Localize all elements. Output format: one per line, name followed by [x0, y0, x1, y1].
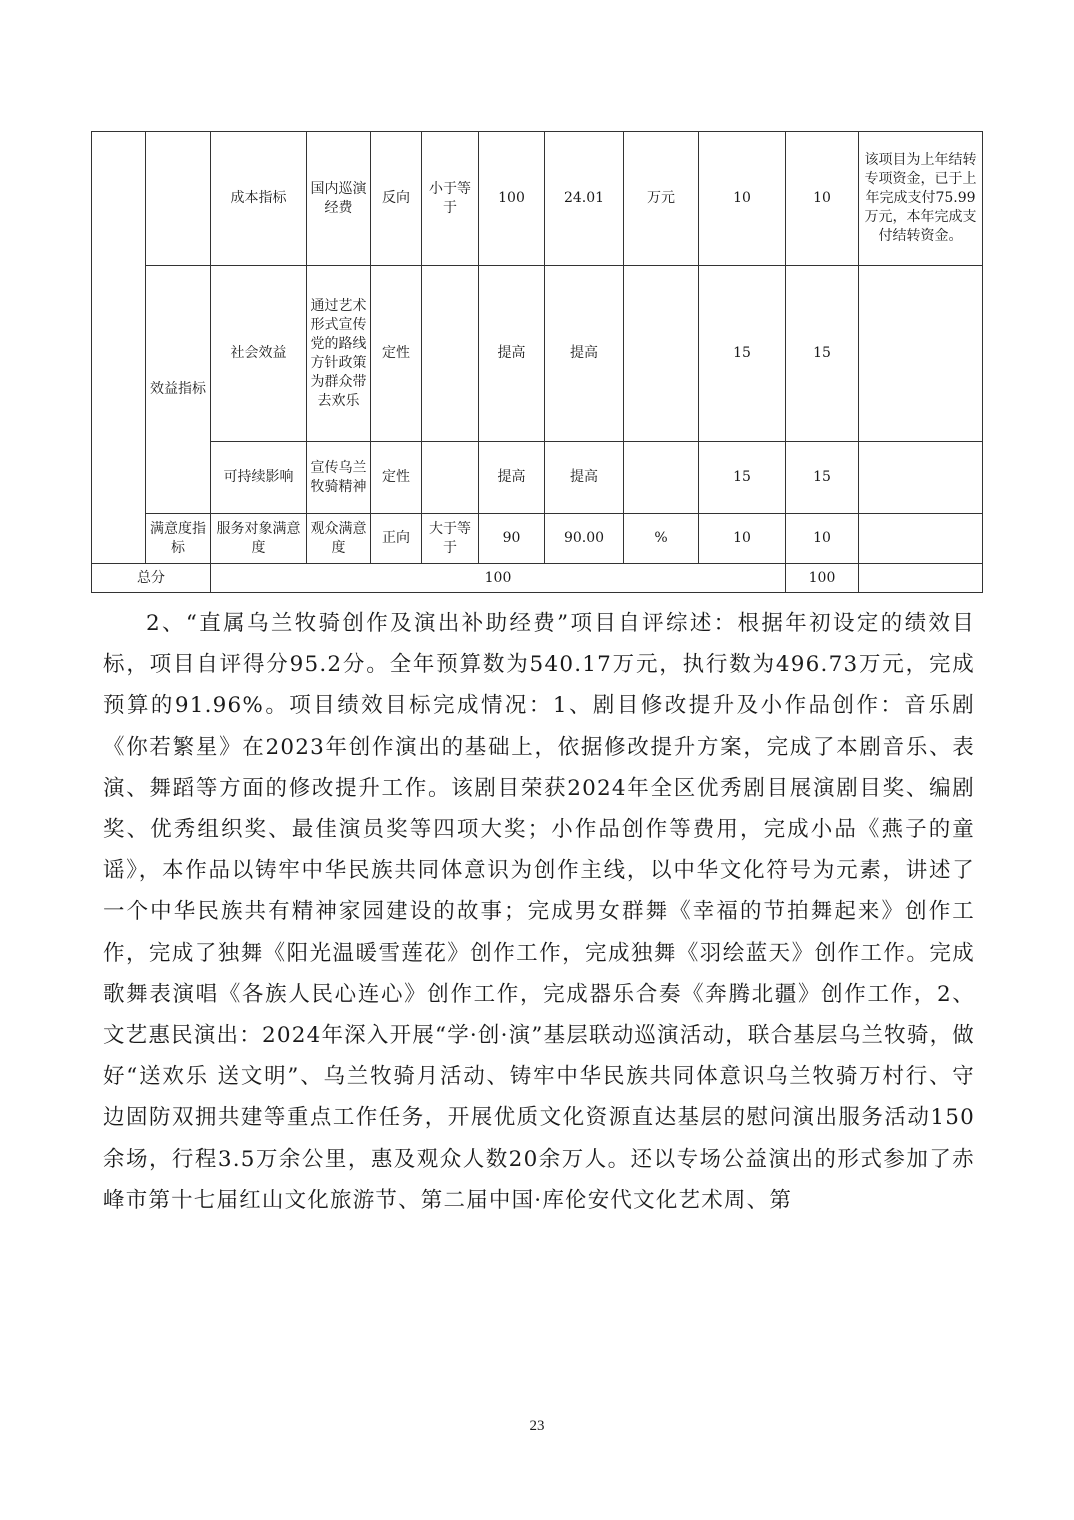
- remark-cell: [859, 514, 983, 564]
- score-cell: 15: [786, 442, 859, 514]
- table-row-total: [92, 564, 983, 593]
- table-row-satisfaction: [92, 514, 983, 564]
- page-number: 23: [529, 1418, 545, 1434]
- total-label: 总分: [92, 564, 211, 593]
- score-cell: 15: [786, 266, 859, 442]
- sub-category-cell: 社会效益: [211, 266, 307, 442]
- outer-category-cell: [92, 132, 146, 564]
- sub-category-cell: 服务对象满意度: [211, 514, 307, 564]
- indicator-cell: 宣传乌兰牧骑精神: [307, 442, 371, 514]
- remark-cell: 该项目为上年结转专项资金，已于上年完成支付75.99万元，本年完成支付结转资金。: [859, 132, 983, 266]
- table-row-cost: [92, 132, 983, 266]
- weight-cell: 15: [699, 266, 786, 442]
- category-cell: 效益指标: [146, 266, 211, 514]
- direction-cell: 定性: [371, 442, 422, 514]
- unit-cell: [624, 442, 699, 514]
- indicator-cell: 通过艺术形式宣传党的路线方针政策为群众带去欢乐: [307, 266, 371, 442]
- table-row-sustain: [92, 442, 983, 514]
- target-cell: 提高: [479, 442, 545, 514]
- direction-cell: 反向: [371, 132, 422, 266]
- actual-cell: 24.01: [545, 132, 624, 266]
- performance-indicator-table: [91, 131, 983, 593]
- comparator-cell: [422, 266, 479, 442]
- unit-cell: [624, 266, 699, 442]
- target-cell: 90: [479, 514, 545, 564]
- comparator-cell: [422, 442, 479, 514]
- score-cell: 10: [786, 132, 859, 266]
- table-row-social: [92, 266, 983, 442]
- actual-cell: 提高: [545, 266, 624, 442]
- actual-cell: 90.00: [545, 514, 624, 564]
- sub-category-cell: 可持续影响: [211, 442, 307, 514]
- weight-cell: 10: [699, 132, 786, 266]
- target-cell: 100: [479, 132, 545, 266]
- unit-cell: %: [624, 514, 699, 564]
- remark-cell: [859, 266, 983, 442]
- indicator-cell: 观众满意度: [307, 514, 371, 564]
- remark-cell: [859, 564, 983, 593]
- comparator-cell: 小于等于: [422, 132, 479, 266]
- project-self-evaluation-paragraph: 2、“直属乌兰牧骑创作及演出补助经费”项目自评综述：根据年初设定的绩效目标，项目自评得分95.2分。全年预算数为540.17万元，执行数为496.73万元，完成预算的91.96%。项目绩效目标完成情况：1、剧目修改提升及小作品创作：音乐剧《你若繁星》在2023年创作演出的基础上，依据修改提升方案，完成了本剧音乐、表演、舞蹈等方面的修改提升工作。该剧目荣获2024年全区优秀剧目展演剧目奖、编剧奖、优秀组织奖、最佳演员奖等四项大奖；小作品创作等费用，完成小品《燕子的童谣》，本作品以铸牢中华民族共同体意识为创作主线，以中华文化符号为元素，讲述了一个中华民族共有精神家园建设的故事；完成男女群舞《幸福的节拍舞起来》创作工作，完成了独舞《阳光温暖雪莲花》创作工作，完成独舞《羽绘蓝天》创作工作。完成歌舞表演唱《各族人民心连心》创作工作，完成器乐合奏《奔腾北疆》创作工作，2、文艺惠民演出：2024年深入开展“学·创·演”基层联动巡演活动，联合基层乌兰牧骑，做好“送欢乐 送文明”、乌兰牧骑月活动、铸牢中华民族共同体意识乌兰牧骑万村行、守边固防双拥共建等重点工作任务，开展优质文化资源直达基层的慰问演出服务活动150余场，行程3.5万余公里，惠及观众人数20余万人。还以专场公益演出的形式参加了赤峰市第十七届红山文化旅游节、第二届中国·库伦安代文化艺术周、第: [103, 611, 975, 1213]
- score-total: 100: [786, 564, 859, 593]
- category-cell: 满意度指标: [146, 514, 211, 564]
- unit-cell: 万元: [624, 132, 699, 266]
- remark-cell: [859, 442, 983, 514]
- score-cell: 10: [786, 514, 859, 564]
- actual-cell: 提高: [545, 442, 624, 514]
- sub-category-cell: 成本指标: [211, 132, 307, 266]
- target-cell: 提高: [479, 266, 545, 442]
- category-cell-empty: [146, 132, 211, 266]
- indicator-cell: 国内巡演经费: [307, 132, 371, 266]
- weight-total: 100: [211, 564, 786, 593]
- direction-cell: 定性: [371, 266, 422, 442]
- weight-cell: 15: [699, 442, 786, 514]
- direction-cell: 正向: [371, 514, 422, 564]
- comparator-cell: 大于等于: [422, 514, 479, 564]
- weight-cell: 10: [699, 514, 786, 564]
